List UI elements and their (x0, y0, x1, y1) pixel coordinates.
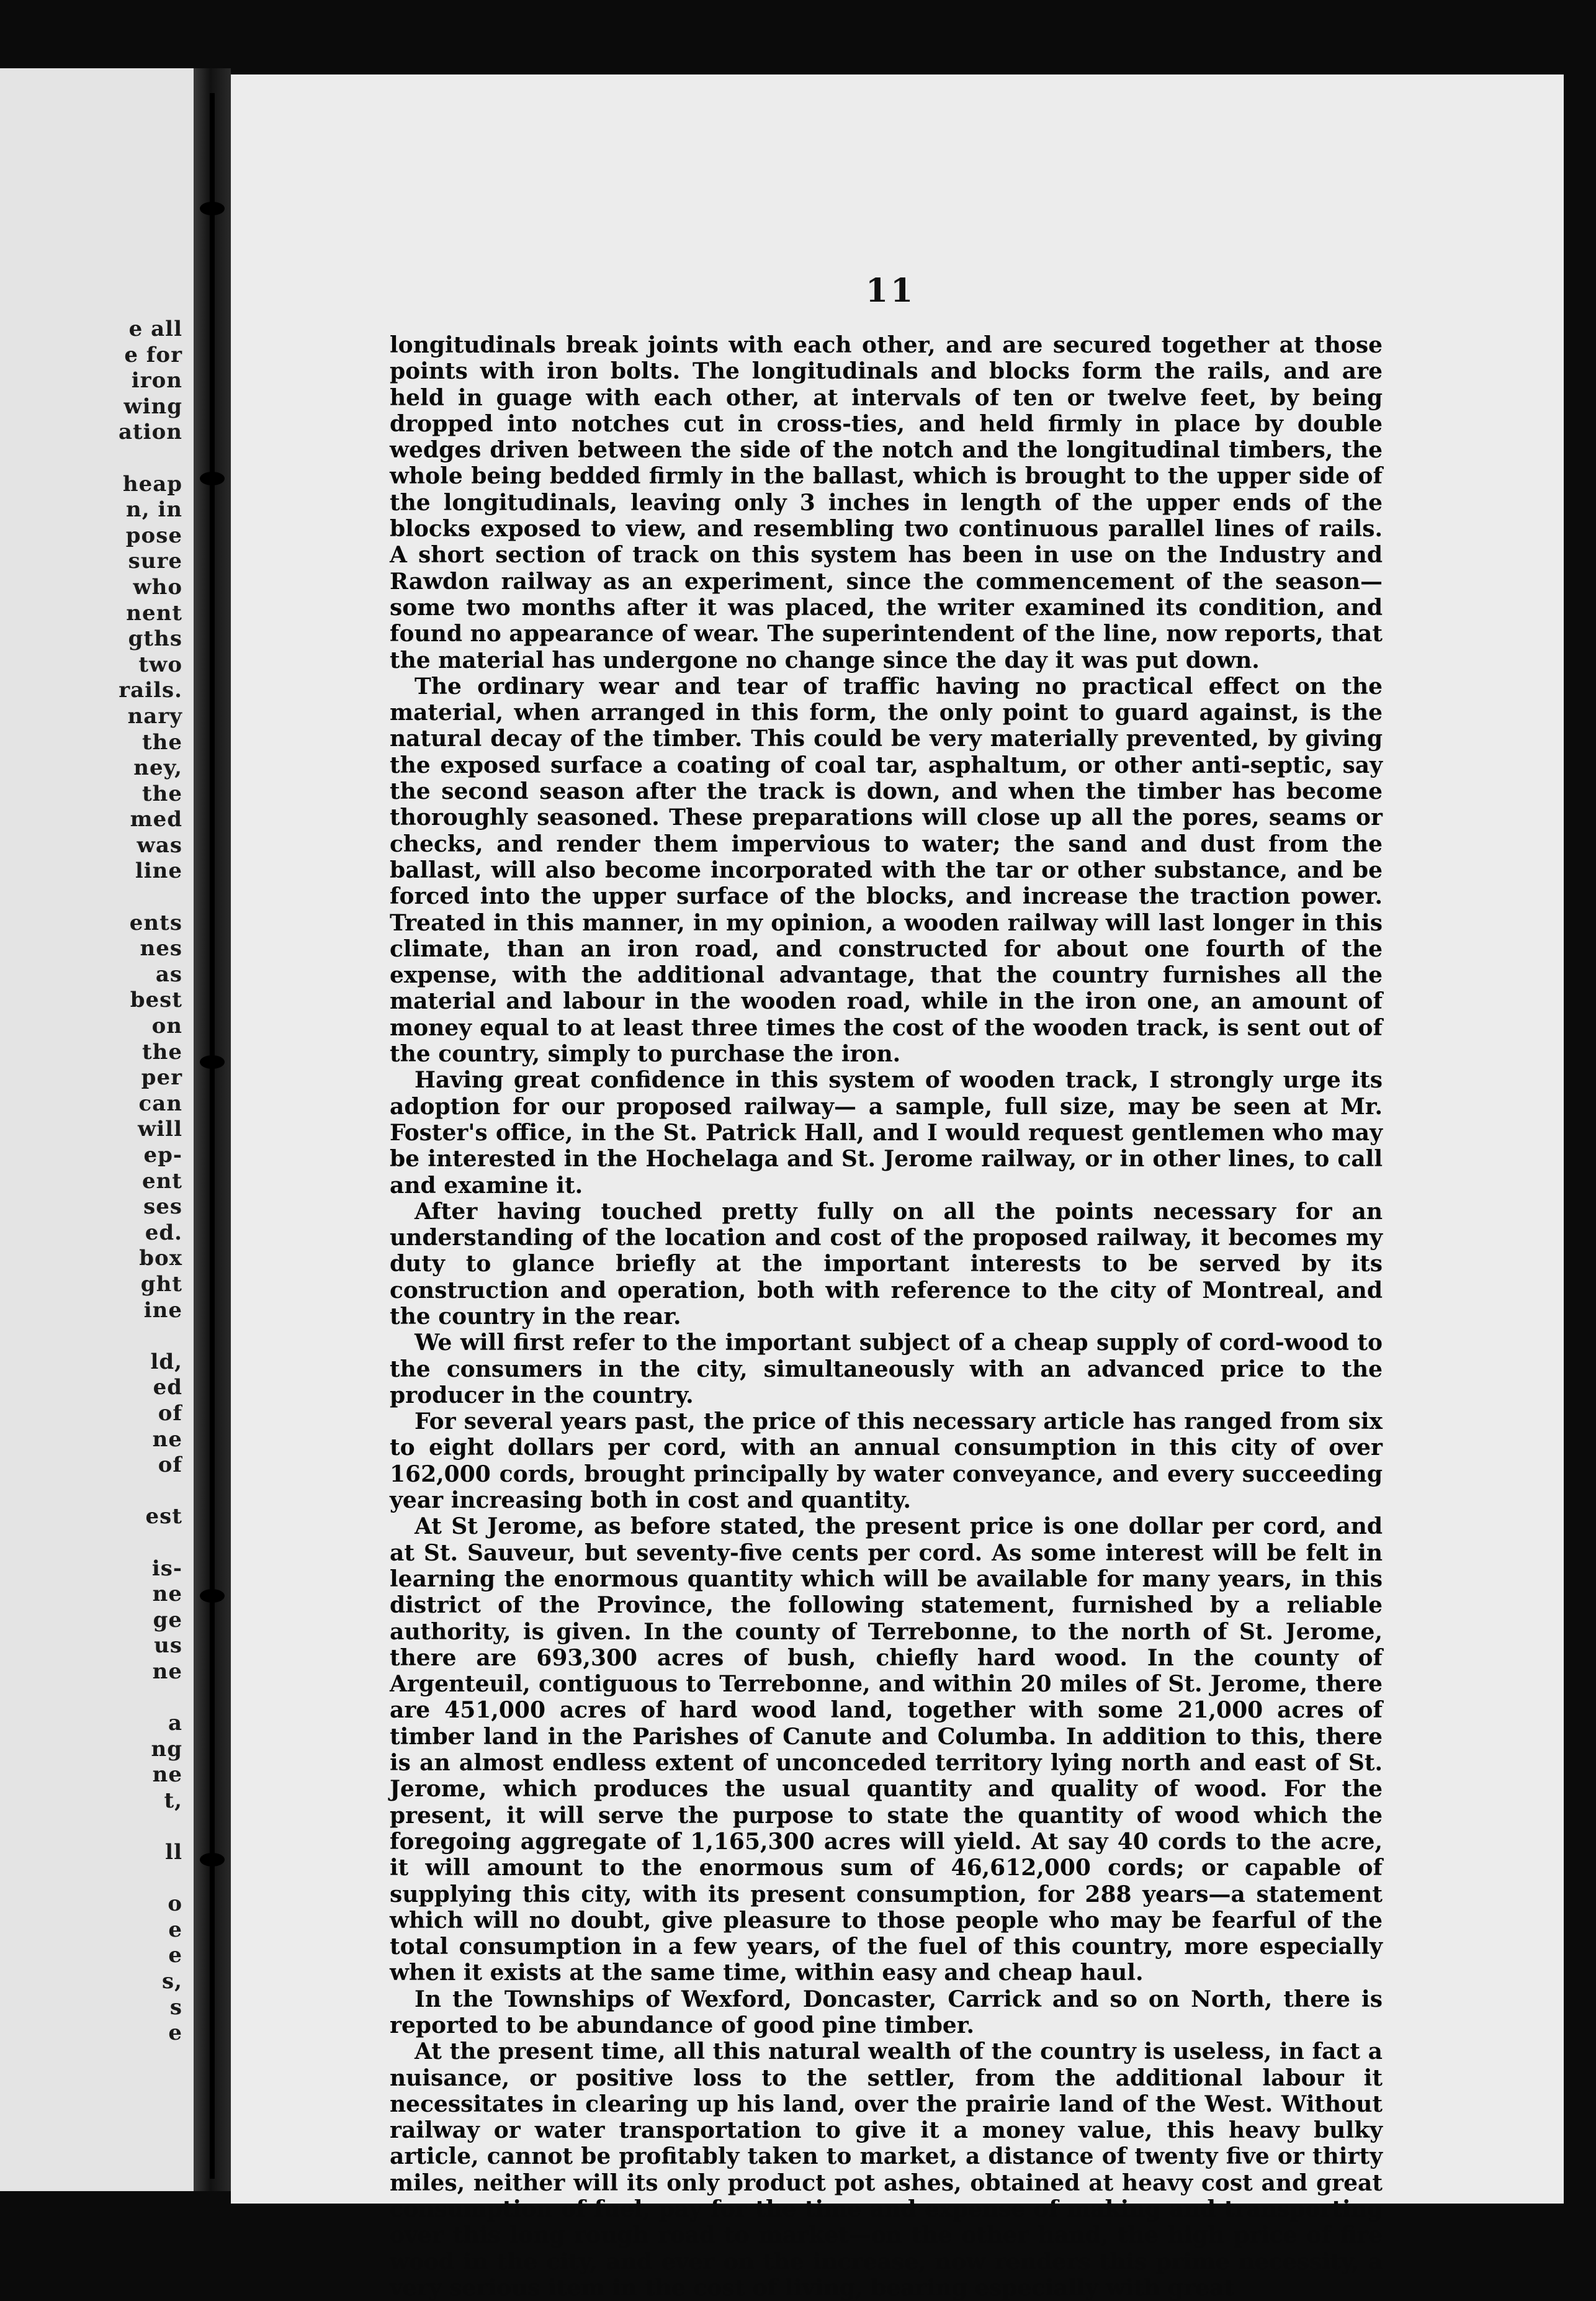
facing-page-fragment: e (168, 1943, 182, 1968)
facing-page-fragment: ep- (143, 1143, 182, 1168)
facing-page-fragment: ses (143, 1194, 182, 1220)
facing-page-fragment: est (145, 1504, 182, 1529)
facing-page-fragment (89, 1323, 182, 1349)
facing-page-fragment: s, (162, 1969, 182, 1994)
facing-page-fragment: line (135, 858, 182, 884)
facing-page-fragment: t, (164, 1788, 182, 1813)
facing-page-fragment: can (138, 1091, 182, 1116)
facing-page-fragment: ed. (145, 1220, 182, 1245)
facing-page-fragment: nary (127, 703, 182, 729)
facing-page-fragment: of (158, 1400, 182, 1426)
paragraph: Having great confidence in this system of wooden track, I strongly urge its adoption for our proposed railway— a sample, full size, may be seen at Mr. Foster's office, in the St. Patrick Hall, and I would request gentlemen who may be interested in the Hochelaga and St. Jerome railway, or in other lines, to call and examine it. (390, 1067, 1383, 1199)
facing-page-fragment (89, 1685, 182, 1711)
facing-page-fragment: per (141, 1065, 182, 1091)
paragraph: We will first refer to the important subject of a cheap supply of cord-wood to the consumers in the city, simultaneously with an advanced price to the producer in the country. (390, 1330, 1383, 1408)
facing-page-fragment: ne (152, 1426, 182, 1452)
binding-stitch (200, 1055, 225, 1069)
facing-page-fragment: the (141, 729, 182, 755)
facing-page-fragment (89, 1814, 182, 1840)
paragraph: After having touched pretty fully on all the points necessary for an understanding of the location and cost of the proposed railway, it becomes my duty to glance briefly at the important interests to be served by its construction and operation, both with reference to the city of Montreal, and the country in the rear. (390, 1198, 1383, 1330)
binding-stitch (200, 472, 225, 485)
facing-page-fragment: e (168, 1917, 182, 1942)
facing-page-fragment: ght (140, 1271, 182, 1297)
facing-page-fragment: of (158, 1452, 182, 1478)
facing-page-fragment: a (168, 1711, 182, 1736)
facing-page-fragment: wing (123, 394, 182, 419)
facing-page-fragment: heap (122, 471, 182, 497)
facing-page-fragment: ation (118, 420, 182, 445)
facing-page-fragment: ng (151, 1736, 182, 1762)
facing-page-fragment: med (130, 807, 182, 832)
facing-page-fragment: as (155, 961, 182, 987)
facing-page-fragment: ed (153, 1375, 182, 1400)
paragraph: The ordinary wear and tear of traffic having no practical effect on the material, when arranged in this form, the only point to guard against, is the natural decay of the timber. This could be very materially prevented, by giving the exposed surface a coating of coal tar, asphaltum, or other anti-septic, say the second season after the track is down, and when the timber has become thoroughly seasoned. These preparations will close up all the pores, seams or checks, and render them impervious to water; the sand and dust from the ballast, will also become incorporated with the tar or other substance, and be forced into the upper surface of the blocks, and increase the traction power. Treated in this manner, in my opinion, a wooden railway will last longer in this climate, than an iron road, and constructed for about one fourth of the expense, with the additional advantage, that the country furnishes all the material and labour in the wooden road, while in the iron one, an amount of money equal to at least three times the cost of the wooden track, is sent out of the country, simply to purchase the iron. (390, 673, 1383, 1068)
facing-page-fragment: nes (140, 936, 182, 961)
facing-page-fragment: who (133, 574, 182, 600)
facing-page-fragment: ne (152, 1659, 182, 1684)
body-text (390, 332, 1383, 2301)
facing-page-fragment: box (139, 1246, 182, 1271)
facing-page-fragment: ge (153, 1607, 182, 1632)
binding-stitch (200, 202, 225, 215)
paragraph: At St Jerome, as before stated, the present price is one dollar per cord, and at St. Sauveur, but seventy-five cents per cord. As some interest will be felt in learning the enormous quantity which will be available for many years, in this district of the Province, the following statement, furnished by a reliable authority, is given. In the county of Terrebonne, to the north of St. Jerome, there are 693,300 acres of bush, chiefly hard wood. In the county of Argenteuil, contiguous to Terrebonne, and within 20 miles of St. Jerome, there are 451,000 acres of hard wood land, together with some 21,000 acres of timber land in the Parishes of Canute and Columba. In addition to this, there is an almost endless extent of unconceded territory lying north and east of St. Jerome, which produces the usual quantity and quality of wood. For the present, it will serve the purpose to state the quantity of wood which the foregoing aggregate of 1,165,300 acres will yield. At say 40 cords to the acre, it will amount to the enormous sum of 46,612,000 cords; or capable of supplying this city, with its present consumption, for 288 years—a statement which will no doubt, give pleasure to those people who may be fearful of the total consumption in a few years, of the fuel of this country, more especially when it exists at the same time, within easy and cheap haul. (390, 1513, 1383, 1986)
facing-page-fragment (89, 1530, 182, 1556)
facing-page-fragment: ne (152, 1762, 182, 1788)
facing-page-fragment (89, 1866, 182, 1892)
binding-stitch (200, 1853, 225, 1866)
facing-page-fragment: ll (165, 1840, 182, 1865)
facing-page-fragment: on (151, 1014, 182, 1039)
facing-page-fragment: e (168, 2020, 182, 2046)
facing-page-fragment (89, 446, 182, 472)
binding-stitch (200, 1589, 225, 1603)
facing-page-fragment: ld, (150, 1349, 182, 1374)
facing-page-fragment (89, 1479, 182, 1505)
facing-page-fragment: best (130, 988, 182, 1013)
paragraph: In the Townships of Wexford, Doncaster, Carrick and so on North, there is reported to be abundance of good pine timber. (390, 1986, 1383, 2038)
facing-page-fragment: will (137, 1117, 182, 1142)
facing-page-fragment: ine (143, 1297, 182, 1323)
facing-page-fragment: ne (152, 1582, 182, 1607)
facing-page-fragment: iron (131, 368, 182, 394)
page-number: 11 (866, 272, 916, 310)
facing-page-fragment: ney, (133, 755, 182, 781)
facing-page (0, 68, 194, 2191)
facing-page-fragment: gths (128, 626, 182, 652)
facing-page-fragment: the (141, 781, 182, 806)
paragraph: At the present time, all this natural wealth of the country is useless, in fact a nuisance, or positive loss to the settler, from the additional labour it necessitates in clearing up his land, over the prairie land of the West. Without railway or water transportation to give it a money value, this heavy bulky article, cannot be profitably taken to market, a distance of twenty five or thirty miles, neither will its only product pot ashes, obtained at heavy cost and great consumption of fuel, pay for the time and expense of making and transporting over this long rough road to market—on the other hand, the high price of fire wood in the city, and ever on the increase, now renders this prime necessity, a very serious item in the cost of living, bearing especially with great (390, 2038, 1383, 2301)
facing-page-fragment (89, 885, 182, 911)
paragraph: longitudinals break joints with each other, and are secured together at those points with iron bolts. The longitudinals and blocks form the rails, and are held in guage with each other, at intervals of ten or twelve feet, by being dropped into notches cut in cross-ties, and held firmly in place by double wedges driven between the side of the notch and the longitudinal timbers, the whole being bedded firmly in the ballast, which is brought to the upper side of the longitudinals, leaving only 3 inches in length of the upper ends of the blocks exposed to view, and resembling two continuous parallel lines of rails. A short section of track on this system has been in use on the Industry and Rawdon railway as an experiment, since the commencement of the season—some two months after it was placed, the writer examined its condition, and found no appearance of wear. The superintendent of the line, now reports, that the material has undergone no change since the day it was put down. (390, 332, 1383, 673)
facing-page-fragment: the (141, 1039, 182, 1065)
paragraph: For several years past, the price of this necessary article has ranged from six to eight dollars per cord, with an annual consumption in this city of over 162,000 cords, brought principally by water conveyance, and every succeeding year increasing both in cost and quantity. (390, 1408, 1383, 1514)
facing-page-fragment: s (169, 1994, 182, 2020)
facing-page-fragment: o (168, 1891, 182, 1917)
facing-page-fragment: ent (141, 1168, 182, 1194)
facing-page-fragment: two (138, 652, 182, 677)
facing-page-fragment: is- (151, 1556, 182, 1581)
facing-page-fragment: was (137, 832, 182, 858)
facing-page-fragment: ents (129, 910, 182, 935)
facing-page-fragment: n, in (125, 497, 182, 523)
facing-page-fragment: pose (125, 523, 182, 548)
facing-page-fragment: e all (128, 317, 182, 341)
facing-page-text-fragments (89, 317, 182, 2047)
facing-page-fragment: nent (126, 600, 182, 626)
facing-page-fragment: us (154, 1633, 182, 1659)
facing-page-fragment: sure (128, 549, 182, 574)
facing-page-fragment: rails. (119, 678, 182, 703)
facing-page-fragment: e for (124, 342, 182, 367)
